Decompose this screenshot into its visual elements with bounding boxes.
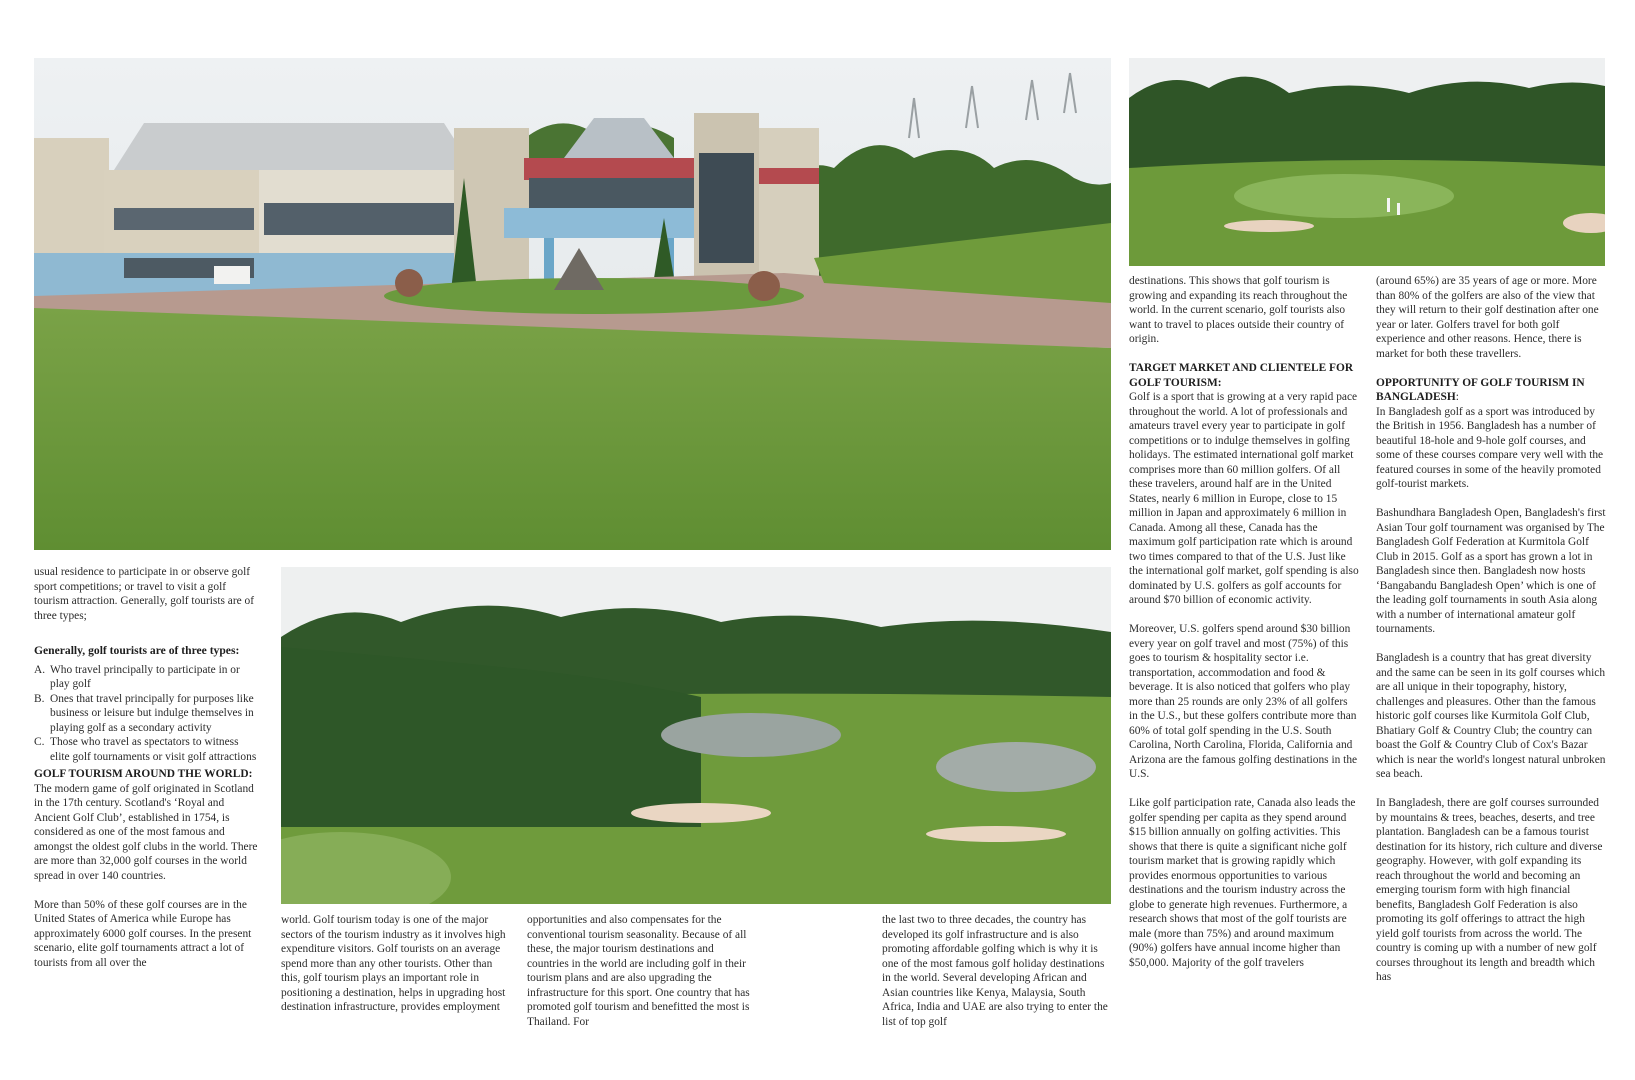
text-column-1	[34, 565, 259, 970]
text-column-5	[1129, 274, 1359, 970]
text-column-6	[1376, 274, 1606, 985]
bangladesh-opportunity-heading: OPPORTUNITY OF GOLF TOURISM IN BANGLADESH:	[1376, 376, 1585, 403]
bangladesh-open-paragraph: Bashundhara Bangladesh Open, Bangladesh's first Asian Tour golf tournament was organised by The Bangladesh Golf Federation at Kurmitola Golf Club in 2015. Golf as a sport has grown a lot in Bangladesh since then. Bangladesh now hosts ‘Bangabandu Bangladesh Open’ which is one of the leading golf tournaments in south Asia along with a number of international amateur golf tournaments.	[1376, 507, 1606, 635]
text-column-3	[527, 913, 755, 1029]
clubhouse-photo	[34, 58, 1111, 550]
column-3-paragraph: opportunities and also compensates for the conventional tourism seasonality. Because of all these, the major tourism destinations and countries in the world are including golf in their tourism plans and are also upgrading the infrastructure for this sport. One country that has promoted golf tourism and benefitted the most is Thailand. For	[527, 914, 750, 1028]
putting-green-photo	[1129, 58, 1605, 266]
text-column-4	[882, 913, 1110, 1029]
destinations-paragraph: destinations. This shows that golf tourism is growing and expanding its reach throughout the world. In the current scenario, golf tourists also want to travel to places outside their country of origin.	[1129, 275, 1348, 345]
text-column-2	[281, 913, 509, 1015]
target-market-heading: TARGET MARKET AND CLIENTELE FOR GOLF TOURISM:	[1129, 362, 1354, 389]
age-paragraph: (around 65%) are 35 years of age or more. More than 80% of the golfers are also of the view that they will return to their golf destination after one year or later. Golfers travel for both golf experience and other reasons. Hence, there is market for both these travellers.	[1376, 275, 1599, 360]
tourist-type-item: A. Who travel principally to participate in or play golf	[34, 663, 240, 690]
golf-course-ponds-photo	[281, 567, 1111, 904]
bangladesh-history-paragraph: In Bangladesh golf as a sport was introduced by the British in 1956. Bangladesh has a number of beautiful 18-hole and 9-hole golf courses, and some of these courses compare very well with the featured courses in some of the heavily promoted golf-tourist markets.	[1376, 405, 1604, 490]
bangladesh-courses-paragraph: In Bangladesh, there are golf courses surrounded by mountains & trees, beaches, deserts, and tree plantation. Bangladesh can be a famous tourist destination for its history, rich culture and diverse geography. However, with golf expanding its reach throughout the world and becoming an emerging tourism form with high financial benefits, Bangladesh Golf Federation is also promoting its golf offerings to attract the high yield golf tourists from across the world. The country is coming up with a number of new golf courses throughout its length and breadth which has	[1376, 797, 1603, 983]
column-4-paragraph: the last two to three decades, the country has developed its golf infrastructure and is also promoting affordable golfing which is why it is one of the most famous golf holiday destinations in the world. Several developing African and Asian countries like Kenya, Malaysia, South Africa, India and UAE are also trying to enter the list of top golf	[882, 914, 1108, 1028]
world-section-heading: GOLF TOURISM AROUND THE WORLD:	[34, 768, 253, 780]
target-market-paragraph: Golf is a sport that is growing at a very rapid pace throughout the world. A lot of professionals and amateurs travel every year to participate in golf competitions or to indulge themselves in golfing holidays. The estimated international golf market comprises more than 60 million golfers. Of all these travelers, around half are in the United States, nearly 6 million in Europe, close to 15 million in Japan and approximately 6 million in Canada. Among all these, Canada has the maximum golf participation rate which is around two times compared to that of the U.S. Just like the international golf market, golf spending is also dominated by U.S. golfers as golf accounts for around $70 billion of economic activity.	[1129, 391, 1359, 606]
us-spending-paragraph: Moreover, U.S. golfers spend around $30 billion every year on golf travel and most (75%) of this goes to tourism & hospitality sector i.e. transportation, accommodation and food & beverage. It is also noticed that golfers who play more than 25 rounds are only 23% of all golfers in the U.S., but these golfers contribute more than 60% of total golf spending in the U.S. South Carolina, North Carolina, Florida, California and Arizona are the famous golfing destinations in the U.S.	[1129, 623, 1358, 780]
canada-paragraph: Like golf participation rate, Canada also leads the golfer spending per capita as they spend around $15 billion annually on golfing activities. This shows that there is quite a significant niche golf tourism market that is growing rapidly which provides enormous opportunities to various destinations and the tourism industry across the globe to generate high revenues. Furthermore, a research shows that most of the golf tourists are male (more than 75%) and around maximum (90%) golfers have annual income higher than $50,000. Majority of the golf travelers	[1129, 797, 1356, 969]
column-2-paragraph: world. Golf tourism today is one of the major sectors of the tourism industry as it involves high expenditure visitors. Golf tourists on an average spend more than any other tourists. Other than this, golf tourism plays an important role in positioning a destination, helps in upgrading host destination infrastructure, provides employment	[281, 914, 506, 1013]
usa-paragraph: More than 50% of these golf courses are in the United States of America while Europe has approximately 6000 golf courses. In the present scenario, elite golf tournaments attract a lot of tourists from all over the	[34, 898, 252, 969]
bangladesh-diversity-paragraph: Bangladesh is a country that has great diversity and the same can be seen in its golf courses which are all unique in their topography, history, challenges and pleasures. Other than the famous historic golf courses like Kurmitola Golf Club, Bhatiary Golf & Country Club; the country can boast the Golf & Country Club of Cox's Bazar which is near the world's longest natural unbroken sea beach.	[1376, 652, 1606, 780]
intro-paragraph: usual residence to participate in or observe golf sport competitions; or travel to visit a golf tourism attraction. Generally, golf tourists are of three types;	[34, 566, 255, 622]
world-paragraph: The modern game of golf originated in Scotland in the 17th century. Scotland's ‘Royal and Ancient Golf Club’, established in 1754, is considered as one of the most famous and amongst the oldest golf clubs in the world. There are more than 32,000 golf courses in the world spread in over 140 countries.	[34, 782, 258, 882]
tourist-type-item: C. Those who travel as spectators to witness elite golf tournaments or visit golf attractions	[34, 736, 257, 763]
tourist-types-heading: Generally, golf tourists are of three types:	[34, 644, 240, 657]
tourist-type-item: B. Ones that travel principally for purposes like business or leisure but indulge themselves in playing golf as a secondary activity	[34, 692, 254, 734]
tourist-types-list	[34, 663, 259, 765]
